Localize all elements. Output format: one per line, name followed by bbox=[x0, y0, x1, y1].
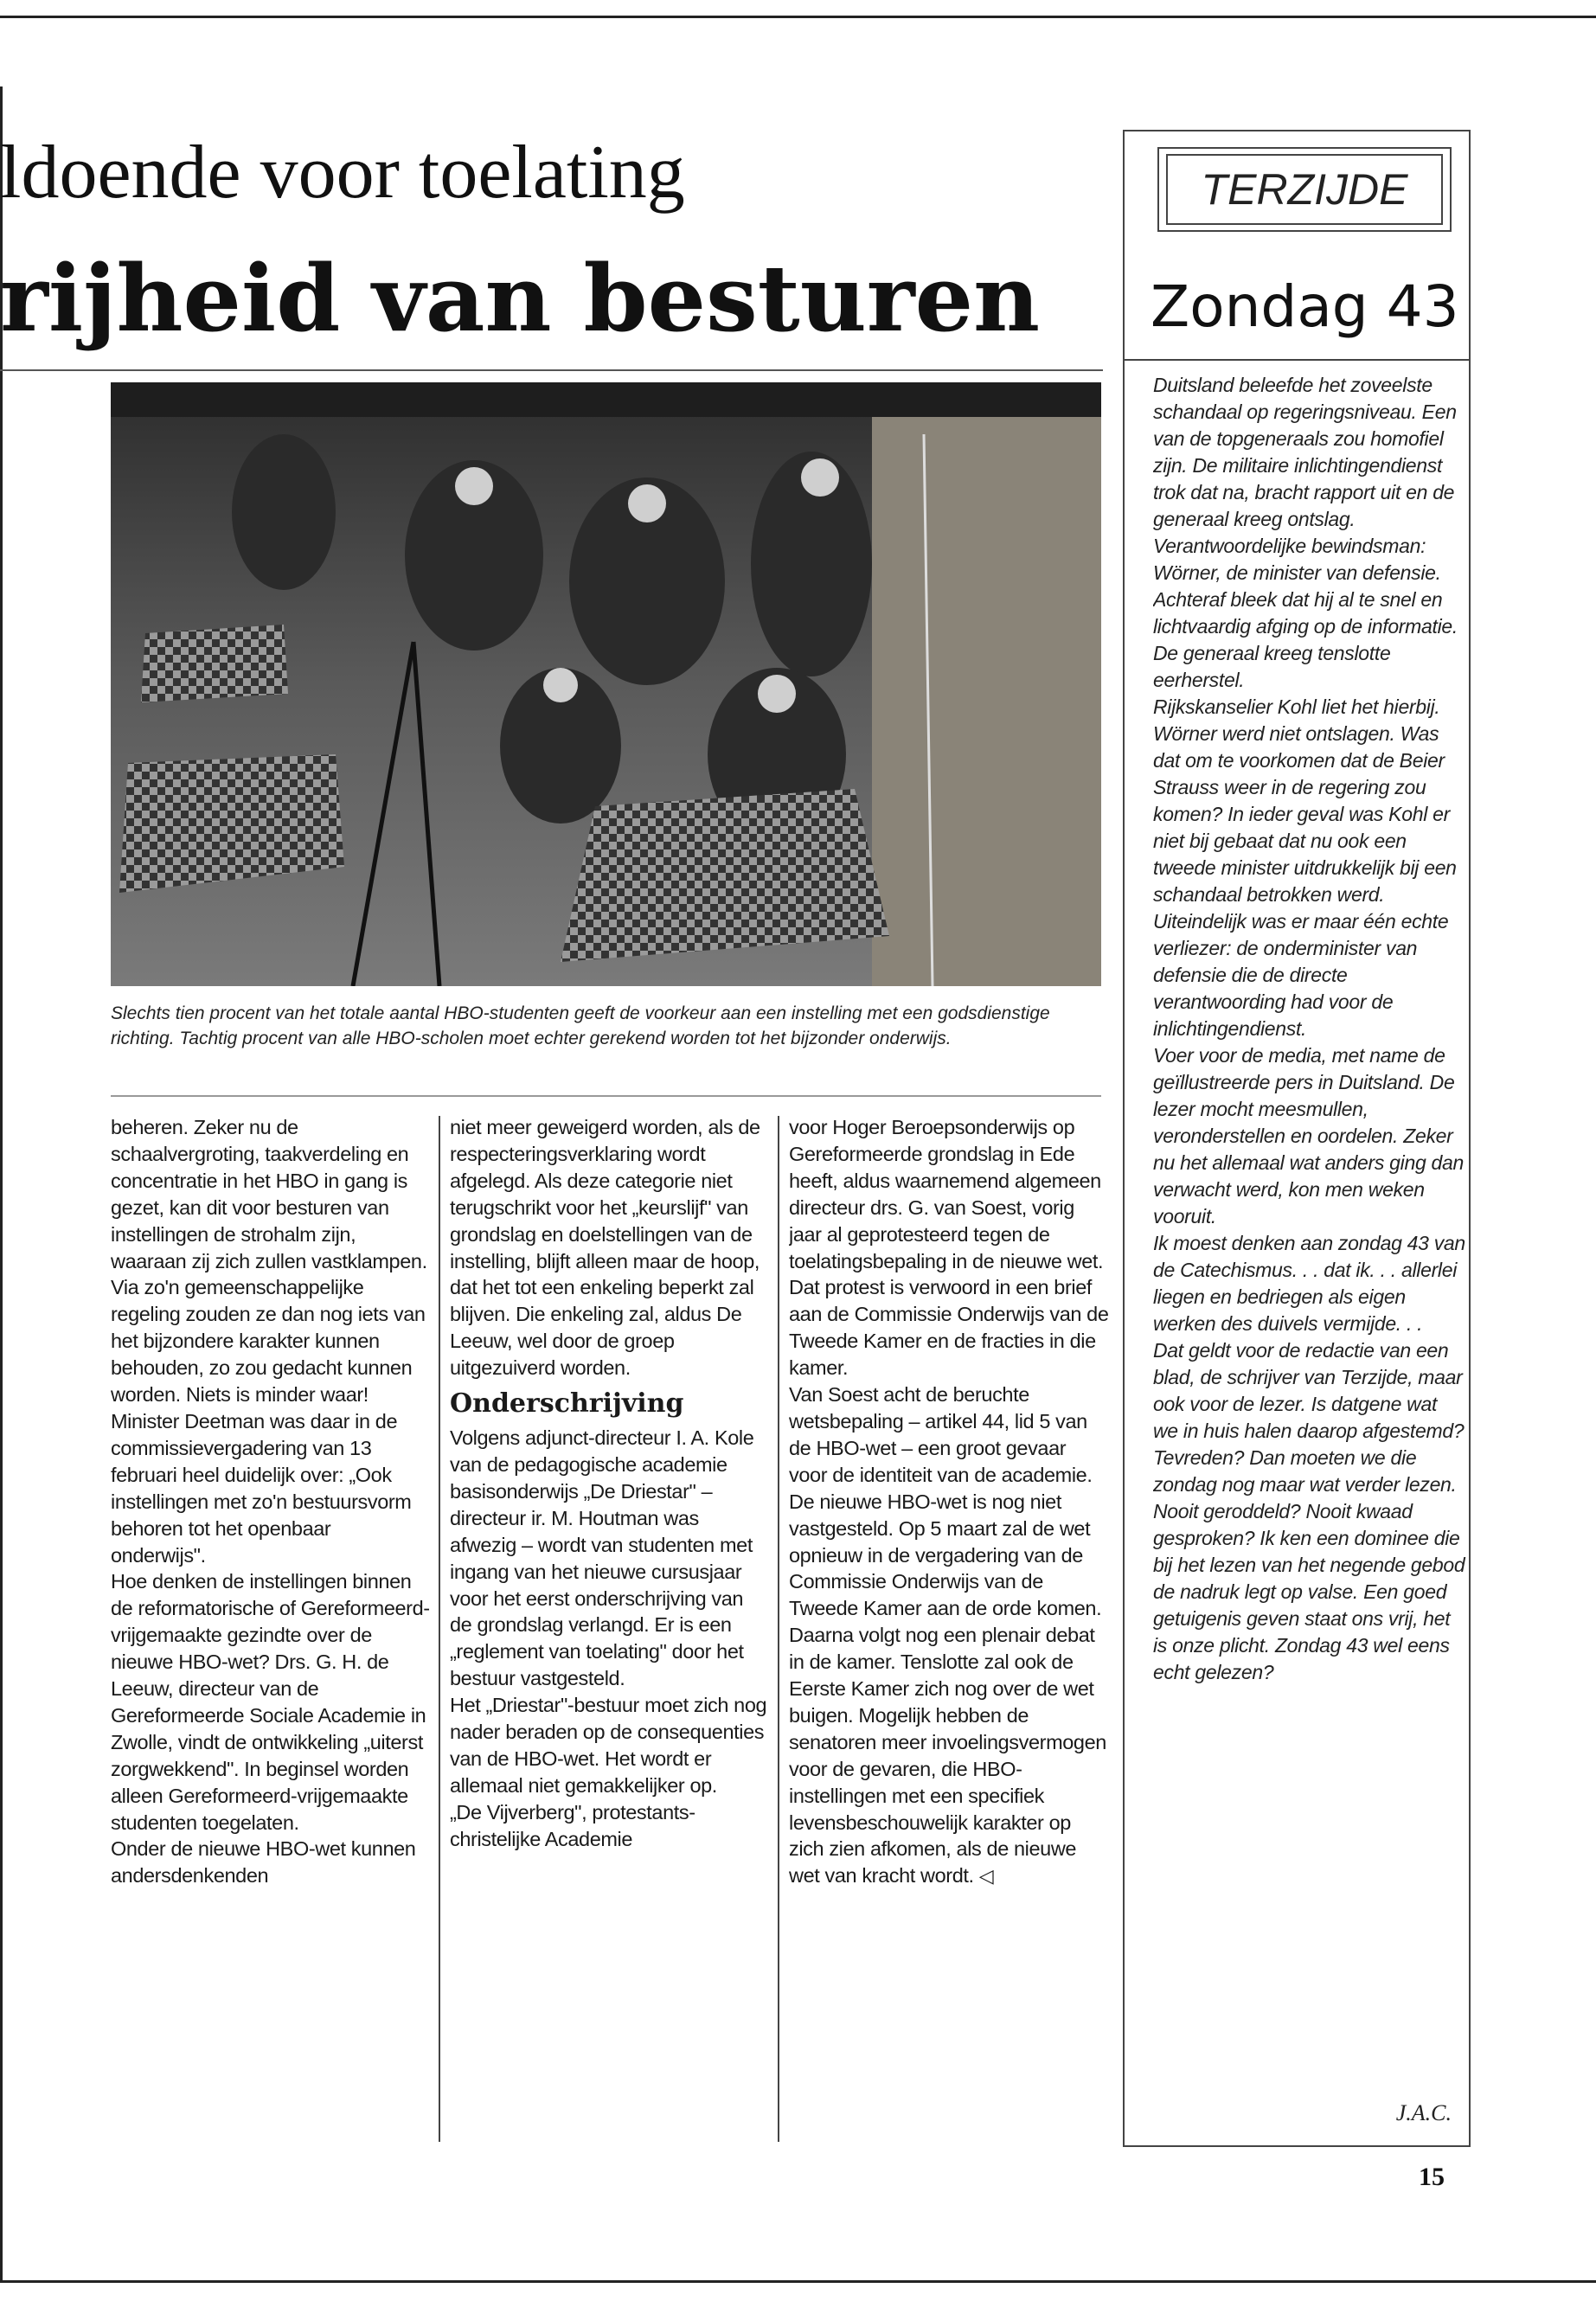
column-divider bbox=[778, 1116, 779, 2142]
sidebar-paragraph: Uiteindelijk was er maar één echte verliezer: de onderminister van defensie die de directe verantwoording had voor de inlichtingendienst. bbox=[1153, 910, 1449, 1040]
paragraph: voor Hoger Beroepsonderwijs op Gereformeerde grondslag in Ede heeft, aldus waarnemend algemeen directeur drs. G. van Soest, vorig jaar al geprotesteerd tegen de toelatingsbepaling in de nieuwe wet. Dat protest is verwoord in een brief aan de Commissie Onderwijs van de Tweede Kamer en de fracties in die kamer. bbox=[789, 1116, 1109, 1380]
paragraph-text: De nieuwe HBO-wet is nog niet vastgesteld. Op 5 maart zal de wet opnieuw in de vergadering van de Commissie Onderwijs van de Tweede Kamer aan de orde komen. Daarna volgt nog een plenair debat in de kamer. Tenslotte zal ook de Eerste Kamer zich nog over de wet buigen. Mogelijk hebben de senatoren meer invoelingsvermogen voor de gevaren, die HBO-instellingen met een specifiek levensbeschouwelijk karakter op zich zien afkomen, als de nieuwe wet van kracht wordt. bbox=[789, 1490, 1106, 1888]
left-border-rule bbox=[0, 87, 3, 2280]
bottom-rule bbox=[0, 2280, 1596, 2283]
sidebar-label: TERZIJDE bbox=[1166, 154, 1443, 225]
end-mark-icon: ◁ bbox=[978, 1865, 994, 1888]
headline-line-2: rijheid van besturen bbox=[0, 244, 1041, 352]
sidebar-paragraph: Rijkskanselier Kohl liet het hierbij. Wörner werd niet ontslagen. Was dat om te voorkomen dat de Beier Strauss weer in de regering zou komen? In ieder geval was Kohl er niet bij gebaat dat nu ook een tweede minister uitdrukkelijk bij een schandaal betrokken werd. bbox=[1153, 695, 1457, 906]
paragraph: Hoe denken de instellingen binnen de reformatorische of Gereformeerd-vrijgemaakte gezindte over de nieuwe HBO-wet? Drs. G. H. de Leeuw, directeur van de Gereformeerde Sociale Academie in Zwolle, vindt de ontwikkeling „uiterst zorgwekkend". In beginsel worden alleen Gereformeerd-vrijgemaakte studenten toegelaten. bbox=[111, 1570, 430, 1834]
page-number: 15 bbox=[1419, 2163, 1445, 2191]
article-photo bbox=[111, 382, 1101, 986]
sidebar-signature: J.A.C. bbox=[1395, 2100, 1452, 2125]
photo-caption: Slechts tien procent van het totale aantal HBO-studenten geeft de voorkeur aan een instelling met een godsdienstige richting. Tachtig procent van alle HBO-scholen moet echter gerekend worden tot het bijzonder onderwijs. bbox=[111, 1003, 1050, 1048]
sidebar-paragraph: Nooit geroddeld? Nooit kwaad gesproken? Ik ken een dominee die bij het lezen van het negende gebod de nadruk legt op valse. Een goed getuigenis geven staat ons vrij, het is onze plicht. Zondag 43 wel eens echt gelezen? bbox=[1153, 1500, 1465, 1683]
paragraph: beheren. Zeker nu de schaalvergroting, taakverdeling en concentratie in het HBO in gang is gezet, kan dit voor besturen van instellingen de strohalm zijn, waaraan zij zich zullen vastklampen. bbox=[111, 1116, 427, 1272]
paragraph bbox=[789, 1489, 1109, 1891]
paragraph: „De Vijverberg", protestants-christelijke Academie bbox=[450, 1800, 695, 1850]
paragraph: Volgens adjunct-directeur I. A. Kole van de pedagogische academie basisonderwijs „De Driestar" – directeur ir. M. Houtman was afwezig – wordt van studenten met ingang van het nieuwe cursusjaar voor het eerst onderschrijving van de grondslag verlangd. Er is een „reglement van toelating" door het bestuur vastgesteld. bbox=[450, 1426, 754, 1690]
sidebar-paragraph: Voer voor de media, met name de geïllustreerde pers in Duitsland. De lezer mocht meesmullen, veronderstellen en oordelen. Zeker nu het allemaal wat anders ging dan verwacht werd, kon men weken vooruit. bbox=[1153, 1044, 1465, 1227]
article-column-2 bbox=[450, 1114, 770, 2140]
headline-line-1: ldoende voor toelating bbox=[0, 131, 685, 215]
article-column-1 bbox=[111, 1114, 431, 2140]
column-divider bbox=[439, 1116, 440, 2142]
sidebar-rule bbox=[1123, 359, 1471, 361]
paragraph: Van Soest acht de beruchte wetsbepaling – artikel 44, lid 5 van de HBO-wet – een groot gevaar voor de identiteit van de academie. bbox=[789, 1383, 1093, 1486]
sidebar-paragraph: Ik moest denken aan zondag 43 van de Catechismus. . . dat ik. . . allerlei liegen en bedriegen als eigen werken des duivels vermijde. . . bbox=[1153, 1232, 1465, 1335]
caption-rule bbox=[111, 1095, 1101, 1097]
paragraph: niet meer geweigerd worden, als de respecteringsverklaring wordt afgelegd. Als deze categorie niet terugschrikt voor het „keurslijf" van grondslag en doelstellingen van de instelling, blijft alleen maar de hoop, dat het tot een enkeling beperkt zal blijven. Die enkeling zal, aldus De Leeuw, wel door de groep uitgezuiverd worden. bbox=[450, 1116, 760, 1380]
article-column-3 bbox=[789, 1114, 1109, 2140]
subheading: Onderschrijving bbox=[450, 1388, 684, 1420]
top-rule bbox=[0, 16, 1596, 18]
paragraph: Via zo'n gemeenschappelijke regeling zouden ze dan nog iets van het bijzondere karakter kunnen behouden, zo zou gedacht kunnen worden. Niets is minder waar! Minister Deetman was daar in de commissievergadering van 13 februari heel duidelijk over: „Ook instellingen met zo'n bestuursvorm behoren tot het openbaar onderwijs". bbox=[111, 1276, 426, 1567]
sidebar-title: Zondag 43 bbox=[1151, 273, 1459, 340]
sidebar-paragraph: Dat geldt voor de redactie van een blad, de schrijver van Terzijde, maar ook voor de lezer. Is datgene wat we in huis halen daarop afgestemd? Tevreden? Dan moeten we die zondag nog maar wat verder lezen. bbox=[1153, 1339, 1465, 1496]
headline-rule bbox=[0, 369, 1103, 371]
paragraph: Het „Driestar"-bestuur moet zich nog nader beraden op de consequenties van de HBO-wet. Het wordt er allemaal niet gemakkelijker op. bbox=[450, 1694, 767, 1797]
paragraph: Onder de nieuwe HBO-wet kunnen andersdenkenden bbox=[111, 1837, 416, 1888]
sidebar-body bbox=[1153, 372, 1466, 2093]
sidebar-paragraph: Duitsland beleefde het zoveelste schandaal op regeringsniveau. Een van de topgeneraals zou homofiel zijn. De militaire inlichtingendienst trok dat na, bracht rapport uit en de generaal kreeg ontslag. Verantwoordelijke bewindsman: Wörner, de minister van defensie. Achteraf bleek dat hij al te snel en lichtvaardig afging op de informatie. De generaal kreeg tenslotte eerherstel. bbox=[1153, 374, 1458, 691]
